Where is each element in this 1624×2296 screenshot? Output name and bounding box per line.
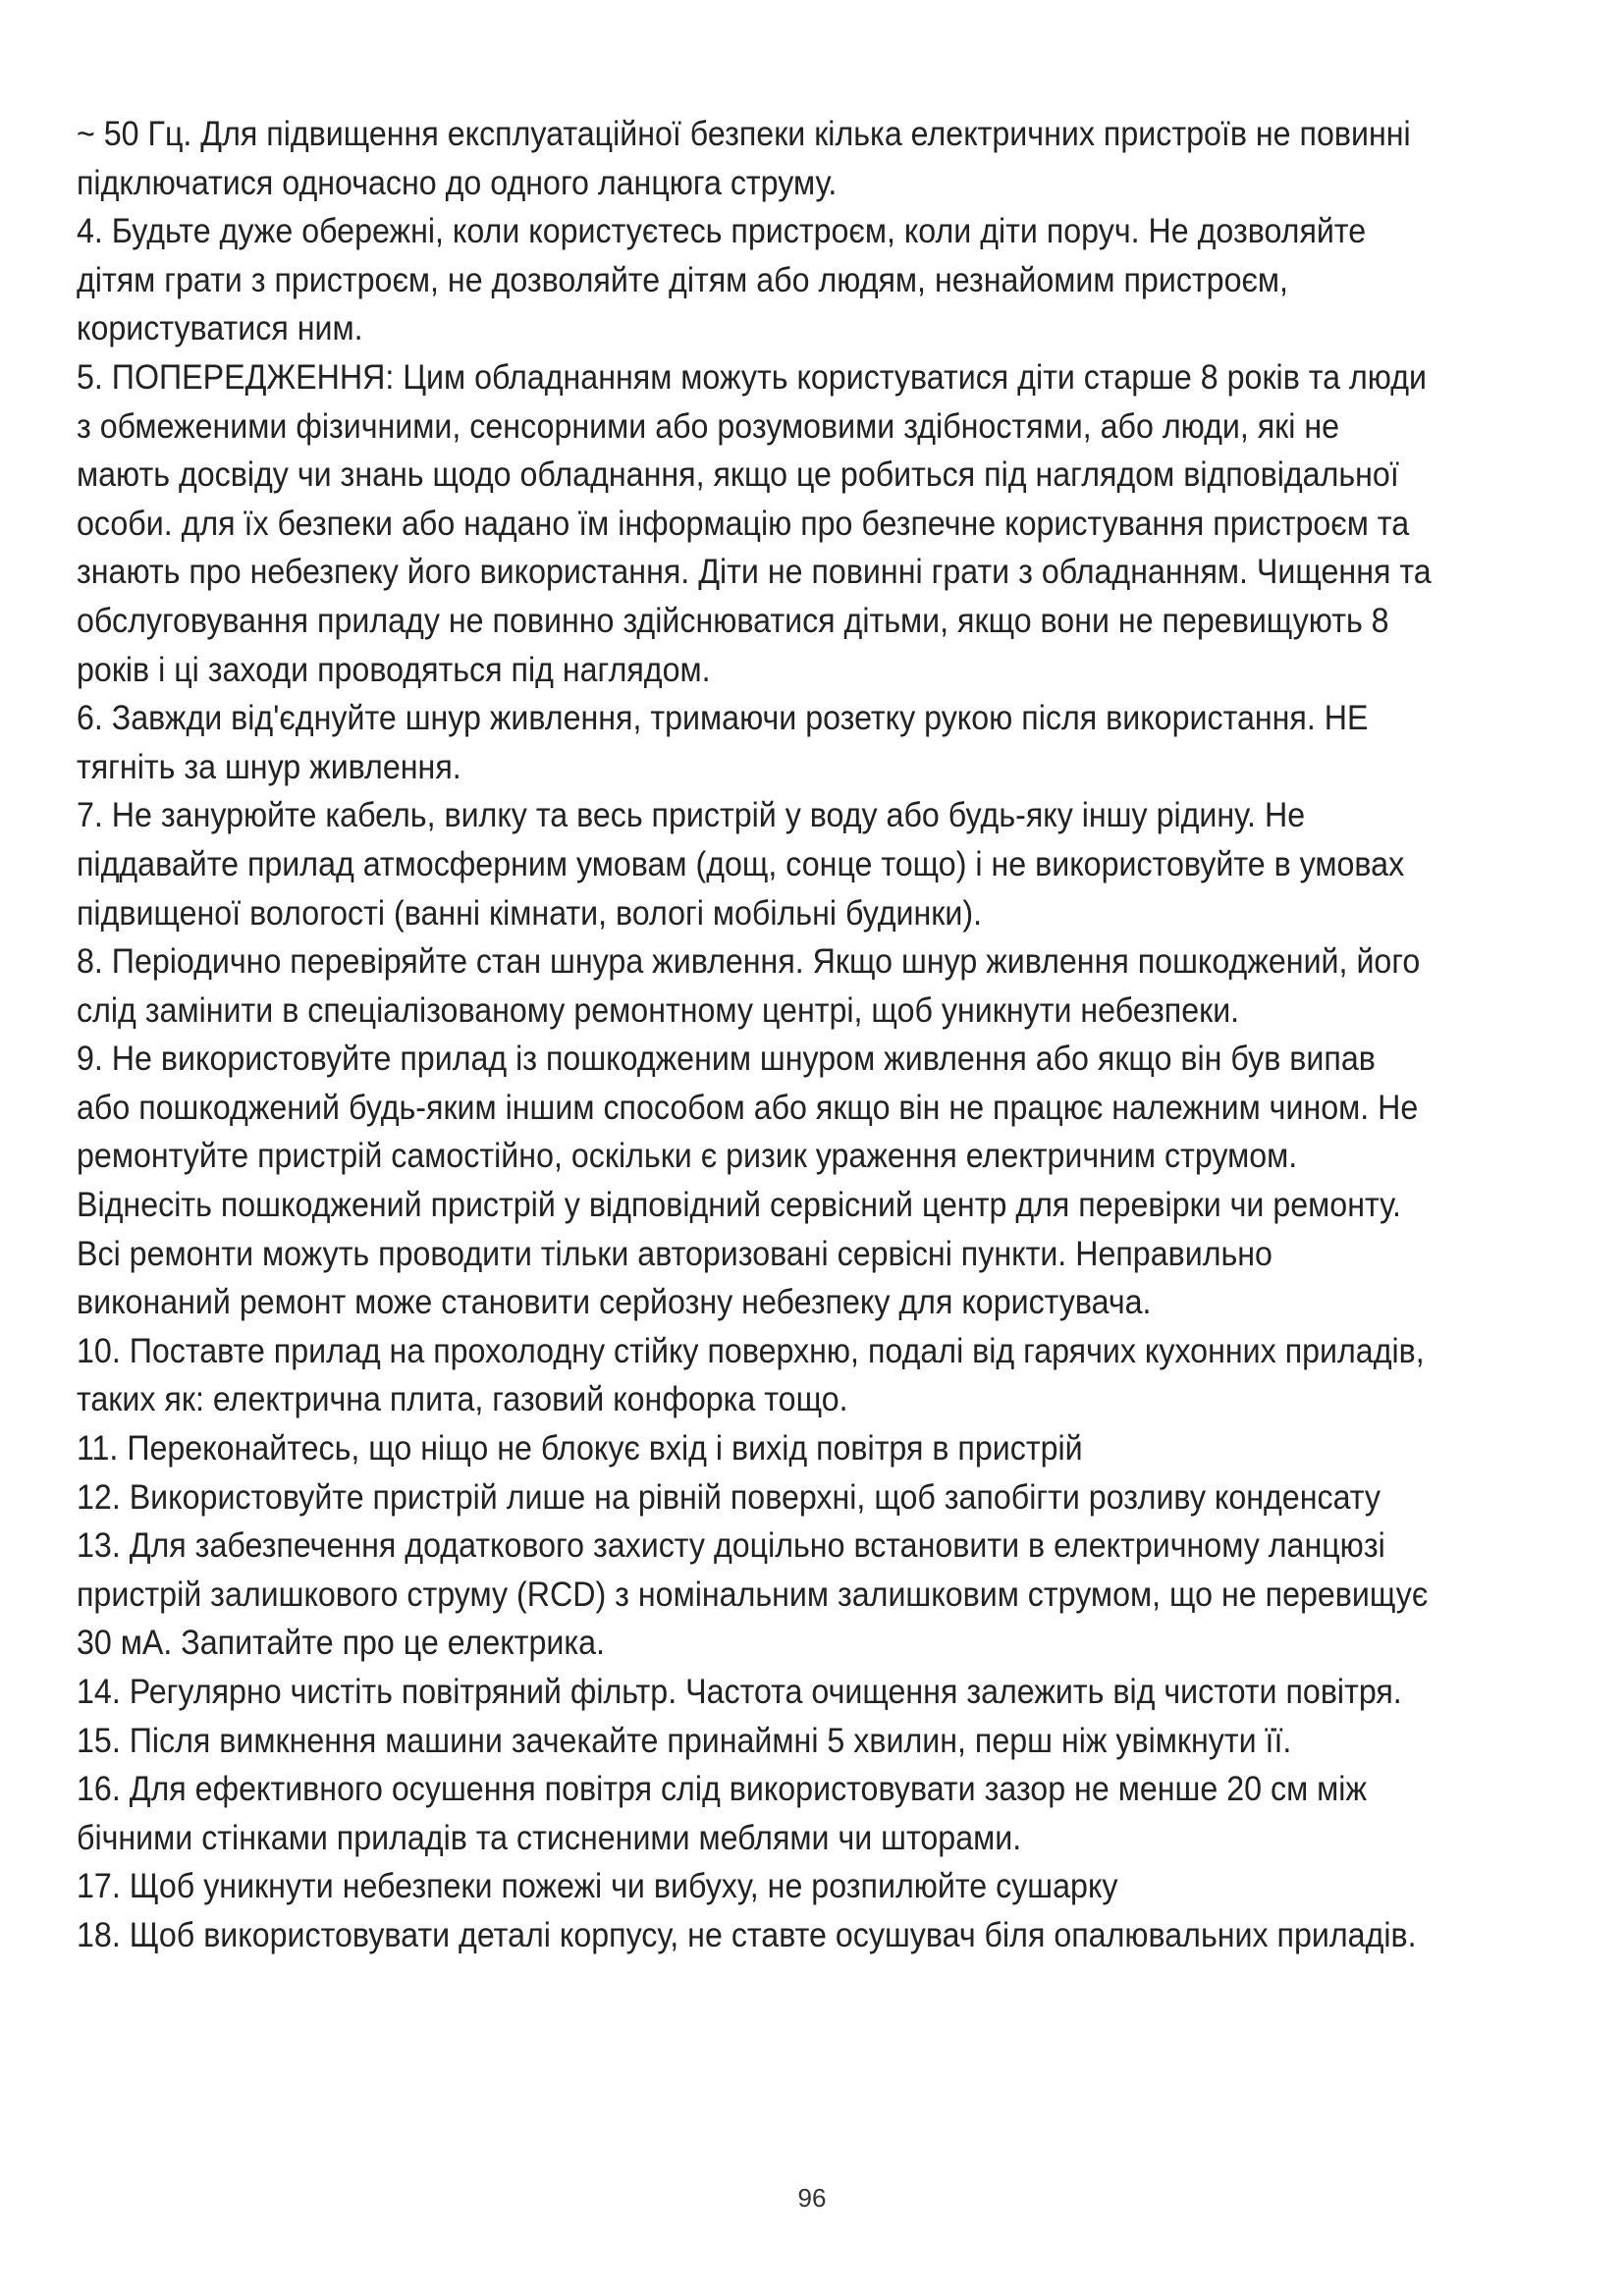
- paragraph-item-11: 11. Переконайтесь, що ніщо не блокує вхід і вихід повітря в пристрій: [77, 1429, 1083, 1468]
- paragraph-item-4: 4. Будьте дуже обережні, коли користуєтесь пристроєм, коли діти поруч. Не дозволяйте дітям грати з пристроєм, не дозволяйте дітям або людям, незнайомим пристроєм, користуватися ним.: [77, 212, 1367, 348]
- paragraph-item-7: 7. Не занурюйте кабель, вилку та весь пристрій у воду або будь-яку іншу рідину. Не піддавайте прилад атмосферним умовам (дощ, сонце тощо) і не використовуйте в умовах підвищеної вологості (ванні кімнати, вологі мобільні будинки).: [77, 796, 1405, 933]
- paragraph-item-9: 9. Не використовуйте прилад із пошкодженим шнуром живлення або якщо він був випав або пошкоджений будь-яким іншим способом або якщо він не працює належним чином. Не ремонтуйте пристрій самостійно, оскільки є ризик ураження електричним струмом. Віднесіть пошкоджений пристрій у відповідний сервісний центр для перевірки чи ремонту. Всі ремонти можуть проводити тільки авторизовані сервісні пункти. Неправильно виконаний ремонт може становити серйозну небезпеку для користувача.: [77, 1040, 1419, 1322]
- paragraph-continuation: ~ 50 Гц. Для підвищення експлуатаційної безпеки кілька електричних пристроїв не повинні підключатися одночасно до одного ланцюга струму.: [77, 115, 1411, 202]
- paragraph-item-18: 18. Щоб використовувати деталі корпусу, не ставте осушувач біля опалювальних приладів.: [77, 1915, 1417, 1954]
- paragraph-item-15: 15. Після вимкнення машини зачекайте принаймні 5 хвилин, перш ніж увімкнути її.: [77, 1721, 1292, 1760]
- paragraph-item-14: 14. Регулярно чистіть повітряний фільтр. Частота очищення залежить від чистоти повітря.: [77, 1673, 1402, 1711]
- paragraph-item-10: 10. Поставте прилад на прохолодну стійку поверхню, подалі від гарячих кухонних приладів, таких як: електрична плита, газовий конфорка тощо.: [77, 1331, 1425, 1419]
- paragraph-item-12: 12. Використовуйте пристрій лише на рівній поверхні, щоб запобігти розливу конденсату: [77, 1477, 1381, 1517]
- paragraph-item-17: 17. Щоб уникнути небезпеки пожежі чи вибуху, не розпилюйте сушарку: [77, 1867, 1118, 1906]
- paragraph-item-16: 16. Для ефективного осушення повітря слід використовувати зазор не менше 20 см між бічними стінками приладів та стисненими меблями чи шторами.: [77, 1770, 1367, 1857]
- paragraph-item-6: 6. Завжди від'єднуйте шнур живлення, тримаючи розетку рукою після використання. НЕ тягніть за шнур живлення.: [77, 699, 1369, 786]
- paragraph-item-8: 8. Періодично перевіряйте стан шнура живлення. Якщо шнур живлення пошкоджений, його слід замінити в спеціалізованому ремонтному центрі, щоб уникнути небезпеки.: [77, 942, 1421, 1030]
- page-number: 96: [797, 2183, 827, 2213]
- manual-page-body: [77, 110, 1432, 1960]
- paragraph-item-13: 13. Для забезпечення додаткового захисту доцільно встановити в електричному ланцюзі пристрій залишкового струму (RCD) з номінальним залишковим струмом, що не перевищує 30 мА. Запитайте про це електрика.: [77, 1526, 1429, 1663]
- paragraph-item-5-warning: 5. ПОПЕРЕДЖЕННЯ: Цим обладнанням можуть користуватися діти старше 8 років та люди з обмеженими фізичними, сенсорними або розумовими здібностями, або люди, які не мають досвіду чи знань щодо обладнання, якщо це робиться під наглядом відповідальної особи. для їх безпеки або надано їм інформацію про безпечне користування пристроєм та знають про небезпеку його використання. Діти не повинні грати з обладнанням. Чищення та обслуговування приладу не повинно здійснюватися дітьми, якщо вони не перевищують 8 років і ці заходи проводяться під наглядом.: [77, 357, 1432, 689]
